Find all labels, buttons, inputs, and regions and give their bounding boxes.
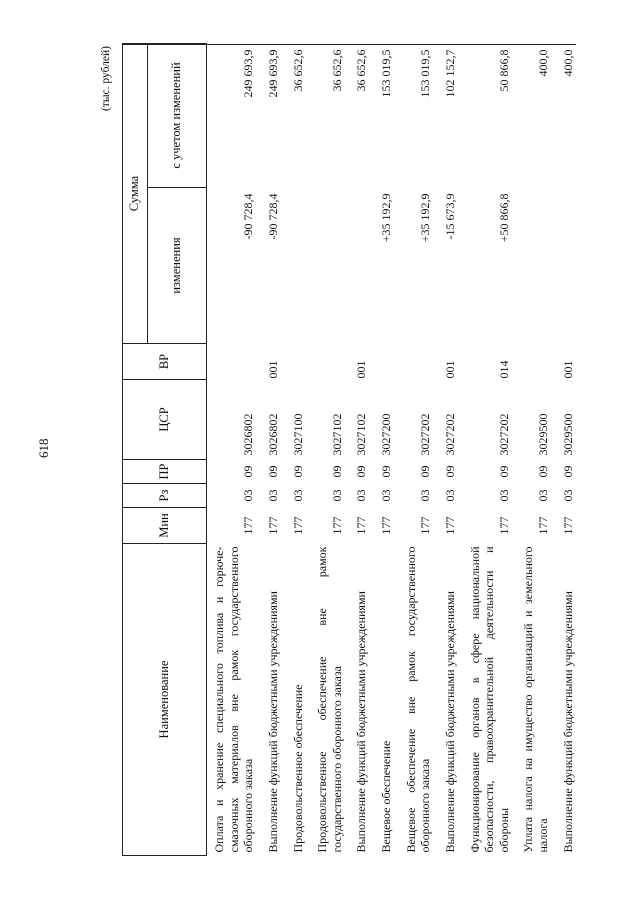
cell-total: 249 693,9 [265,49,280,98]
cell-vr [374,344,399,380]
header-vr: ВР [123,344,207,380]
table-row [438,44,463,856]
rotated-table-area [96,44,576,856]
cell-pr: 09 [379,465,393,478]
cell-name: Оплата и хранение специального топлива и горюче-смазочных материалов вне рамок государственного оборонного заказа [212,546,256,853]
cell-rz: 03 [496,489,511,502]
page-number: 618 [36,438,51,458]
cell-name: Уплата налога на имущество организаций и земельного налога [521,546,550,853]
cell-rz: 03 [265,489,280,502]
table-row [374,44,399,856]
cell-change [310,188,349,344]
cell-change: +35 192,9 [379,193,393,243]
cell-name: Вещевое обеспечение вне рамок государственного оборонного заказа [403,546,433,853]
cell-vr [207,344,261,380]
cell-csr: 3027202 [418,413,433,456]
cell-rz: 03 [241,489,256,502]
table-row [261,44,286,856]
cell-min: 177 [329,516,344,535]
cell-name: Выполнение функций бюджетными учреждениями [560,591,575,853]
cell-csr: 3027102 [329,413,344,456]
cell-vr: 014 [496,360,511,379]
cell-total: 36 652,6 [354,49,369,92]
cell-name: Выполнение функций бюджетными учреждениями [354,591,369,853]
cell-change [516,188,555,344]
cell-min: 177 [560,516,575,535]
cell-vr [286,344,311,380]
cell-change: +50 866,8 [496,193,511,243]
cell-csr: 3027102 [354,413,369,456]
cell-change: -15 673,9 [442,193,457,240]
cell-csr: 3029500 [560,413,575,456]
cell-rz: 03 [354,489,369,502]
cell-rz: 03 [536,489,550,502]
cell-pr: 09 [241,465,256,478]
cell-name: Выполнение функций бюджетными учреждениями [442,591,457,853]
cell-vr: 001 [265,360,280,379]
cell-vr [310,344,349,380]
header-rz: Рз [123,484,207,508]
cell-vr: 001 [442,360,457,379]
cell-csr: 3026802 [265,413,280,456]
cell-total: 400,0 [536,49,550,77]
cell-rz: 03 [418,489,433,502]
cell-min: 177 [442,516,457,535]
cell-min: 177 [379,516,393,535]
cell-total: 153 019,5 [379,49,393,98]
table-body [207,44,581,856]
header-sum: Сумма [123,44,148,344]
table-right-rule [122,44,576,45]
cell-change [349,188,374,344]
cell-change: -90 728,4 [241,193,256,240]
cell-rz: 03 [442,489,457,502]
table-header [123,44,207,856]
cell-vr [399,344,438,380]
table-row [207,44,261,856]
cell-total: 36 652,6 [329,49,344,92]
table-row [286,44,311,856]
header-total: с учетом изменений [148,44,207,188]
cell-name: Продовольственное обеспечение вне рамок государственного оборонного заказа [315,546,344,853]
cell-change [556,188,581,344]
cell-change [286,188,311,344]
budget-table [122,43,580,856]
header-pr: ПР [123,460,207,484]
table-row [556,44,581,856]
cell-vr: 001 [560,360,575,379]
cell-pr: 09 [354,465,369,478]
header-change: изменения [148,188,207,344]
cell-csr: 3027200 [379,413,393,456]
cell-min: 177 [290,516,305,535]
table-row [310,44,349,856]
table-row [516,44,555,856]
cell-total: 36 652,6 [290,49,305,92]
cell-name: Выполнение функций бюджетными учреждениями [265,591,280,853]
cell-pr: 09 [496,465,511,478]
cell-rz: 03 [329,489,344,502]
cell-vr: 001 [354,360,369,379]
cell-total: 400,0 [560,49,575,77]
table-row [399,44,438,856]
cell-total: 153 019,5 [418,49,433,98]
cell-name: Функционирование органов в сфере национальной безопасности, правоохранительной деятельности и обороны [467,546,511,853]
cell-csr: 3027100 [290,413,305,456]
cell-change: +35 192,9 [418,193,433,243]
cell-vr [516,344,555,380]
cell-total: 102 152,7 [442,49,457,98]
cell-csr: 3029500 [536,413,550,456]
cell-pr: 09 [418,465,433,478]
cell-csr: 3026802 [241,413,256,456]
cell-pr: 09 [442,465,457,478]
cell-pr: 09 [560,465,575,478]
cell-change: -90 728,4 [265,193,280,240]
cell-total: 249 693,9 [241,49,256,98]
header-csr: ЦСР [123,380,207,460]
cell-pr: 09 [265,465,280,478]
cell-pr: 09 [290,465,305,478]
cell-csr: 3027202 [442,413,457,456]
table-row [463,44,517,856]
cell-min: 177 [536,516,550,535]
cell-rz: 03 [560,489,575,502]
cell-min: 177 [354,516,369,535]
cell-total: 50 866,8 [496,49,511,92]
table-row [349,44,374,856]
cell-rz: 03 [290,489,305,502]
cell-name: Вещевое обеспечение [379,740,393,853]
cell-min: 177 [265,516,280,535]
cell-pr: 09 [536,465,550,478]
cell-rz: 03 [379,489,393,502]
cell-pr: 09 [329,465,344,478]
unit-label: (тыс. рублей) [100,46,112,112]
cell-name: Продовольственное обеспечение [290,684,305,853]
cell-csr: 3027202 [496,413,511,456]
header-min: Мин [123,508,207,544]
cell-min: 177 [241,516,256,535]
cell-min: 177 [496,516,511,535]
header-name: Наименование [123,544,207,856]
cell-min: 177 [418,516,433,535]
